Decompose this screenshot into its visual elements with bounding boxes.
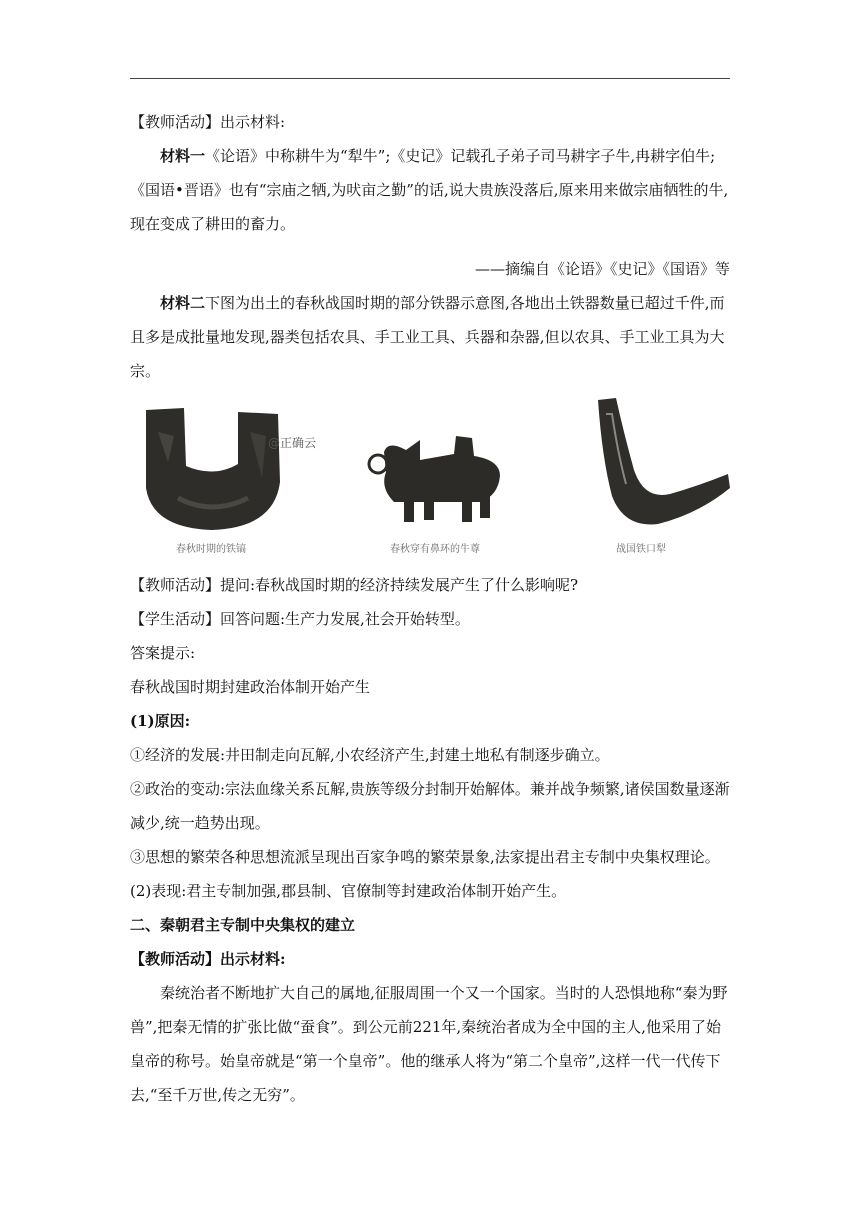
answer-hint: 答案提示: — [130, 644, 196, 662]
material-1-label: 材料一 — [160, 147, 206, 165]
cause-economy: ①经济的发展:井田制走向瓦解,小农经济产生,封建土地私有制逐步确立。 — [130, 746, 610, 764]
teacher-activity-3: 【教师活动】出示材料: — [130, 950, 286, 968]
manifestation: (2)表现:君主专制加强,郡县制、官僚制等封建政治体制开始产生。 — [130, 882, 567, 900]
material-1 — [130, 139, 730, 241]
student-activity: 【学生活动】回答问题:生产力发展,社会开始转型。 — [130, 610, 470, 628]
iron-pickaxe-image — [138, 402, 288, 532]
material-2 — [130, 286, 730, 388]
teacher-activity-1: 【教师活动】出示材料: — [130, 113, 286, 131]
iron-artifacts-figure — [138, 392, 732, 556]
qin-material-text: 秦统治者不断地扩大自己的属地,征服周围一个又一个国家。当时的人恐惧地称“秦为野兽”,把秦无情的扩张比做“蚕食”。到公元前221年,秦统治者成为全中国的主人,他采用了始皇帝的称号。始皇帝就是“第一个皇帝”。他的继承人将为“第二个皇帝”,这样一代一代传下去,“至千万世,传之无穷”。 — [130, 984, 728, 1104]
answer-title: 春秋战国时期封建政治体制开始产生 — [130, 678, 371, 696]
cause-thought: ③思想的繁荣各种思想流派呈现出百家争鸣的繁荣景象,法家提出君主专制中央集权理论。 — [130, 848, 720, 866]
watermark: @正确云 — [268, 436, 317, 450]
material-1-source: ——摘编自《论语》《史记》《国语》等 — [474, 260, 730, 278]
caption-ox-vessel: 春秋穿有鼻环的牛尊 — [390, 544, 480, 555]
ox-vessel-image — [364, 430, 514, 530]
header-rule — [130, 78, 730, 79]
cause-politics: ②政治的变动:宗法血缘关系瓦解,贵族等级分封制开始解体。兼并战争频繁,诸侯国数量逐渐减少,统一趋势出现。 — [130, 780, 730, 832]
material-1-text: 《论语》中称耕牛为“犁牛”;《史记》记载孔子弟子司马耕字子牛,冉耕字伯牛;《国语•晋语》也有“宗庙之牺,为吠亩之勤”的话,说大贵族没落后,原来用来做宗庙牺牲的牛,现在变成了耕田的畜力。 — [130, 147, 729, 233]
teacher-activity-2: 【教师活动】提问:春秋战国时期的经济持续发展产生了什么影响呢? — [130, 576, 579, 594]
iron-plow-image — [594, 394, 734, 534]
caption-iron-plow: 战国铁口犁 — [616, 544, 666, 555]
section-heading-qin: 二、秦朝君主专制中央集权的建立 — [130, 916, 356, 934]
material-2-text: 下图为出土的春秋战国时期的部分铁器示意图,各地出土铁器数量已超过千件,而且多是成批量地发现,器类包括农具、手工业工具、兵器和杂器,但以农具、手工业工具为大宗。 — [130, 294, 725, 380]
cause-title: (1)原因: — [130, 712, 191, 730]
material-2-label: 材料二 — [160, 294, 206, 312]
caption-pickaxe: 春秋时期的铁镐 — [176, 544, 246, 555]
